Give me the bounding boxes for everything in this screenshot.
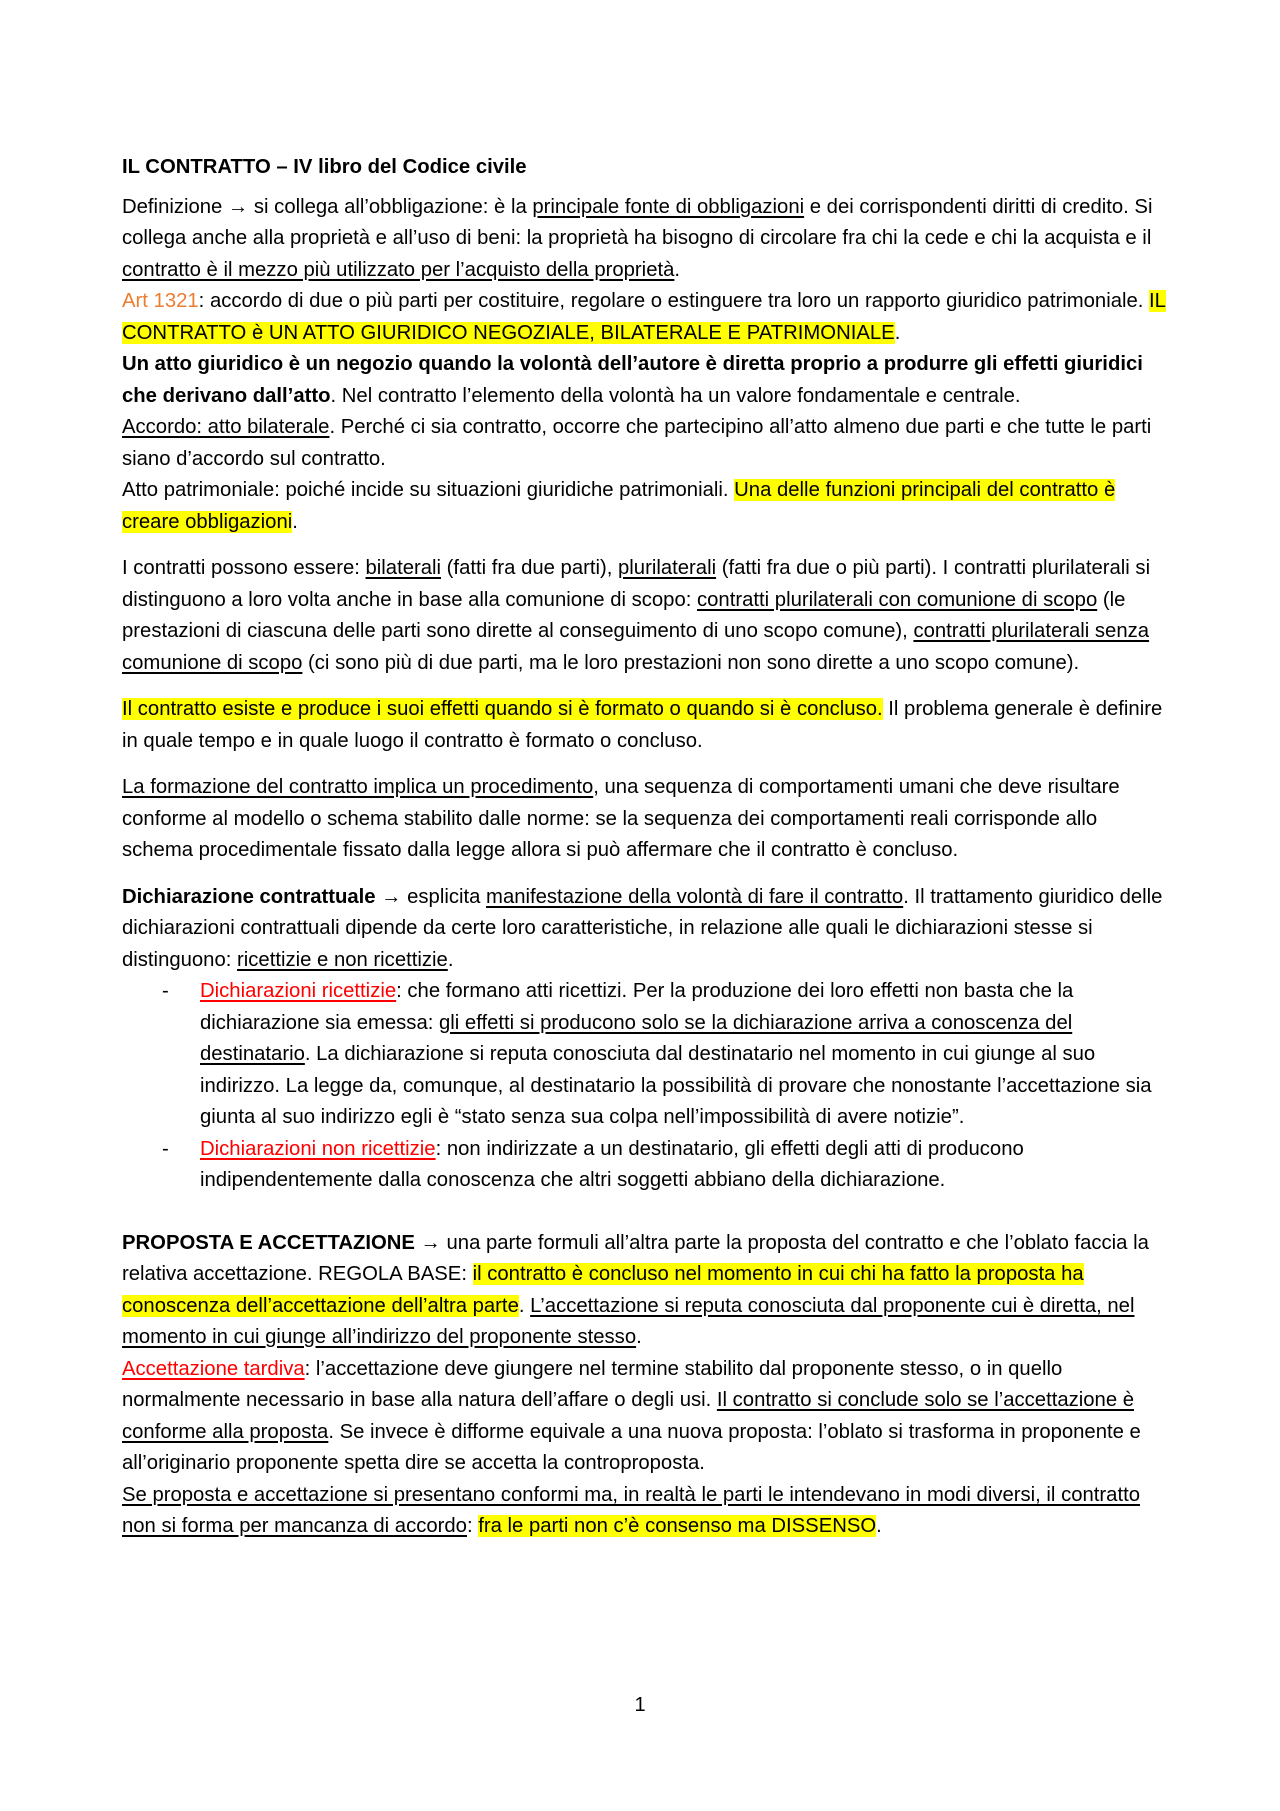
text-run: : non indirizzate a un destinatario, gli effetti degli atti di producono indipendentemente dalla conoscenza che altri soggetti abbiano della dichiarazione. bbox=[200, 1137, 1024, 1191]
text-run: . bbox=[674, 258, 681, 281]
article-reference: Art 1321 bbox=[122, 290, 199, 312]
underlined-text: contratti plurilaterali con comunione di scopo bbox=[697, 588, 1098, 611]
highlighted-text: Il contratto esiste e produce i suoi effetti quando si è formato o quando si è concluso. bbox=[122, 698, 883, 720]
section-proposta bbox=[122, 1228, 1168, 1543]
text-run: si collega all’obbligazione: è la bbox=[248, 195, 533, 218]
text-run: (fatti fra due o più parti). I contratti plurilaterali si distinguono a loro volta anche in base alla comunione di scopo: bbox=[122, 557, 1151, 611]
text-run: esplicita bbox=[401, 885, 487, 908]
dash-bullet: - bbox=[162, 980, 169, 1002]
text-run: . bbox=[518, 1294, 531, 1317]
underlined-text: gli effetti si producono solo se la dichiarazione arriva a conoscenza del destinatario bbox=[200, 1011, 1073, 1065]
text-run: . bbox=[636, 1326, 642, 1348]
underlined-text: Se proposta e accettazione si presentano conformi ma, in realtà le parti le intendevano in modi diversi, il contratto non si forma per mancanza di accordo bbox=[122, 1483, 1140, 1537]
underlined-text: La formazione del contratto implica un procedimento bbox=[122, 776, 594, 798]
paragraph-accordo bbox=[122, 412, 1168, 475]
section-dichiarazione bbox=[122, 882, 1168, 1197]
dichiarazioni-list bbox=[122, 976, 1168, 1197]
document-body bbox=[122, 152, 1168, 1543]
text-run: . La dichiarazione si reputa conosciuta dal destinatario nel momento in cui giunge al suo indirizzo. La legge da, comunque, al destinatario la possibilità di provare che nonostante l’accettazione sia giunta al suo indirizzo egli è “stato senza sua colpa nell’impossibilità di avere notizie”. bbox=[200, 1043, 1152, 1128]
red-term: Dichiarazioni non ricettizie bbox=[200, 1137, 436, 1160]
paragraph-dichiarazione bbox=[122, 882, 1168, 977]
text-run: I contratti possono essere: bbox=[122, 557, 366, 579]
arrow-icon: → bbox=[381, 885, 402, 908]
bold-text: PROPOSTA E ACCETTAZIONE bbox=[122, 1231, 415, 1254]
highlighted-text: Una delle funzioni principali del contratto è creare obbligazioni bbox=[122, 479, 1116, 533]
text-run: : bbox=[466, 1515, 479, 1537]
text-run: Definizione bbox=[122, 195, 228, 218]
bold-text: Dichiarazione contrattuale bbox=[122, 885, 376, 908]
underlined-text: Accordo: atto bilaterale bbox=[122, 416, 330, 438]
paragraph-accettazione-tardiva bbox=[122, 1354, 1168, 1480]
paragraph-negozio bbox=[122, 349, 1168, 412]
section-definizione bbox=[122, 192, 1168, 539]
underlined-text: manifestazione della volontà di fare il contratto bbox=[486, 885, 904, 908]
text-run: e dei corrispondenti diritti di credito. Si collega anche alla proprietà e all’uso di beni: la proprietà ha bisogno di circolare fra chi la cede e chi la acquista e il bbox=[122, 195, 1153, 249]
red-term: Dichiarazioni ricettizie bbox=[200, 980, 397, 1002]
list-item bbox=[122, 976, 1168, 1134]
text-run: (le prestazioni di ciascuna delle parti sono dirette al conseguimento di uno scopo comune), bbox=[122, 588, 1126, 642]
paragraph-patrimoniale bbox=[122, 475, 1168, 538]
paragraph-formazione bbox=[122, 772, 1168, 867]
underlined-text: contratti plurilaterali senza comunione di scopo bbox=[122, 620, 1150, 674]
dash-bullet: - bbox=[162, 1137, 169, 1160]
underlined-text: bilaterali bbox=[365, 557, 442, 579]
text-run: (ci sono più di due parti, ma le loro prestazioni non sono dirette a uno scopo comune). bbox=[302, 651, 1080, 674]
text-run: Atto patrimoniale: poiché incide su situazioni giuridiche patrimoniali. bbox=[122, 479, 735, 501]
text-run: . Se invece è difforme equivale a una nuova proposta: l’oblato si trasforma in proponente e all’originario proponente spetta dire se accetta la controproposta. bbox=[122, 1420, 1141, 1474]
document-title: IL CONTRATTO – IV libro del Codice civile bbox=[122, 156, 527, 178]
highlighted-text: il contratto è concluso nel momento in cui chi ha fatto la proposta ha conoscenza dell’accettazione dell’altra parte bbox=[122, 1263, 1084, 1317]
red-term: Accettazione tardiva bbox=[122, 1357, 305, 1380]
underlined-text: L’accettazione si reputa conosciuta dal proponente cui è diretta, nel momento in cui giunge all’indirizzo del proponente stesso bbox=[122, 1294, 1135, 1348]
paragraph-esistenza bbox=[122, 694, 1168, 757]
underlined-text: plurilaterali bbox=[618, 557, 717, 579]
text-run: , una sequenza di comportamenti umani che deve risultare conforme al modello o schema stabilito dalle norme: se la sequenza dei comportamenti reali corrisponde allo schema procedimentale fissato dalla legge allora si può affermare che il contratto è concluso. bbox=[122, 776, 1120, 861]
underlined-text: contratto è il mezzo più utilizzato per l’acquisto della proprietà bbox=[122, 258, 675, 281]
paragraph-art-1321 bbox=[122, 286, 1168, 349]
underlined-text: Il contratto si conclude solo se l’accettazione è conforme alla proposta bbox=[122, 1389, 1135, 1443]
underlined-text: ricettizie e non ricettizie bbox=[237, 948, 448, 971]
text-run: : accordo di due o più parti per costituire, regolare o estinguere tra loro un rapporto giuridico patrimoniale. bbox=[198, 290, 1150, 312]
paragraph-definizione bbox=[122, 192, 1168, 287]
text-run: . Perché ci sia contratto, occorre che partecipino all’atto almeno due parti e che tutte le parti siano d’accordo sul contratto. bbox=[122, 416, 1152, 470]
arrow-icon: → bbox=[227, 195, 249, 218]
text-run: . bbox=[876, 1515, 882, 1537]
text-run: Il problema generale è definire in quale tempo e in quale luogo il contratto è formato o concluso. bbox=[122, 698, 1163, 752]
paragraph-tipi-contratti bbox=[122, 553, 1168, 679]
text-run: una parte formuli all’altra parte la proposta del contratto e che l’oblato faccia la relativa accettazione. REGOLA BASE: bbox=[122, 1231, 1149, 1285]
underlined-text: principale fonte di obbligazioni bbox=[532, 195, 805, 218]
text-run: (fatti fra due parti), bbox=[441, 557, 619, 579]
bold-text: Un atto giuridico è un negozio quando la volontà dell’autore è diretta proprio a produrre gli effetti giuridici che derivano dall’atto bbox=[122, 353, 1143, 407]
page-number: 1 bbox=[634, 1694, 646, 1716]
list-item bbox=[122, 1134, 1168, 1197]
arrow-icon: → bbox=[420, 1231, 441, 1254]
highlighted-text: IL CONTRATTO è UN ATTO GIURIDICO NEGOZIALE, BILATERALE E PATRIMONIALE bbox=[122, 290, 1166, 344]
text-run: . Nel contratto l’elemento della volontà ha un valore fondamentale e centrale. bbox=[330, 384, 1021, 407]
text-run: . Il trattamento giuridico delle dichiarazioni contrattuali dipende da certe loro caratteristiche, in relazione alle quali le dichiarazioni stesse si distinguono: bbox=[122, 885, 1163, 971]
highlighted-text: fra le parti non c’è consenso ma DISSENSO bbox=[478, 1515, 877, 1537]
paragraph-dissenso bbox=[122, 1480, 1168, 1543]
text-run: : che formano atti ricettizi. Per la produzione dei loro effetti non basta che la dichiarazione sia emessa: bbox=[200, 980, 1074, 1034]
paragraph-proposta bbox=[122, 1228, 1168, 1354]
text-run: . bbox=[894, 321, 901, 344]
text-run: : l’accettazione deve giungere nel termine stabilito dal proponente stesso, o in quello normalmente necessario in base alla natura dell’affare o degli usi. bbox=[122, 1357, 1063, 1411]
text-run: . bbox=[292, 510, 298, 533]
text-run: . bbox=[447, 948, 454, 971]
